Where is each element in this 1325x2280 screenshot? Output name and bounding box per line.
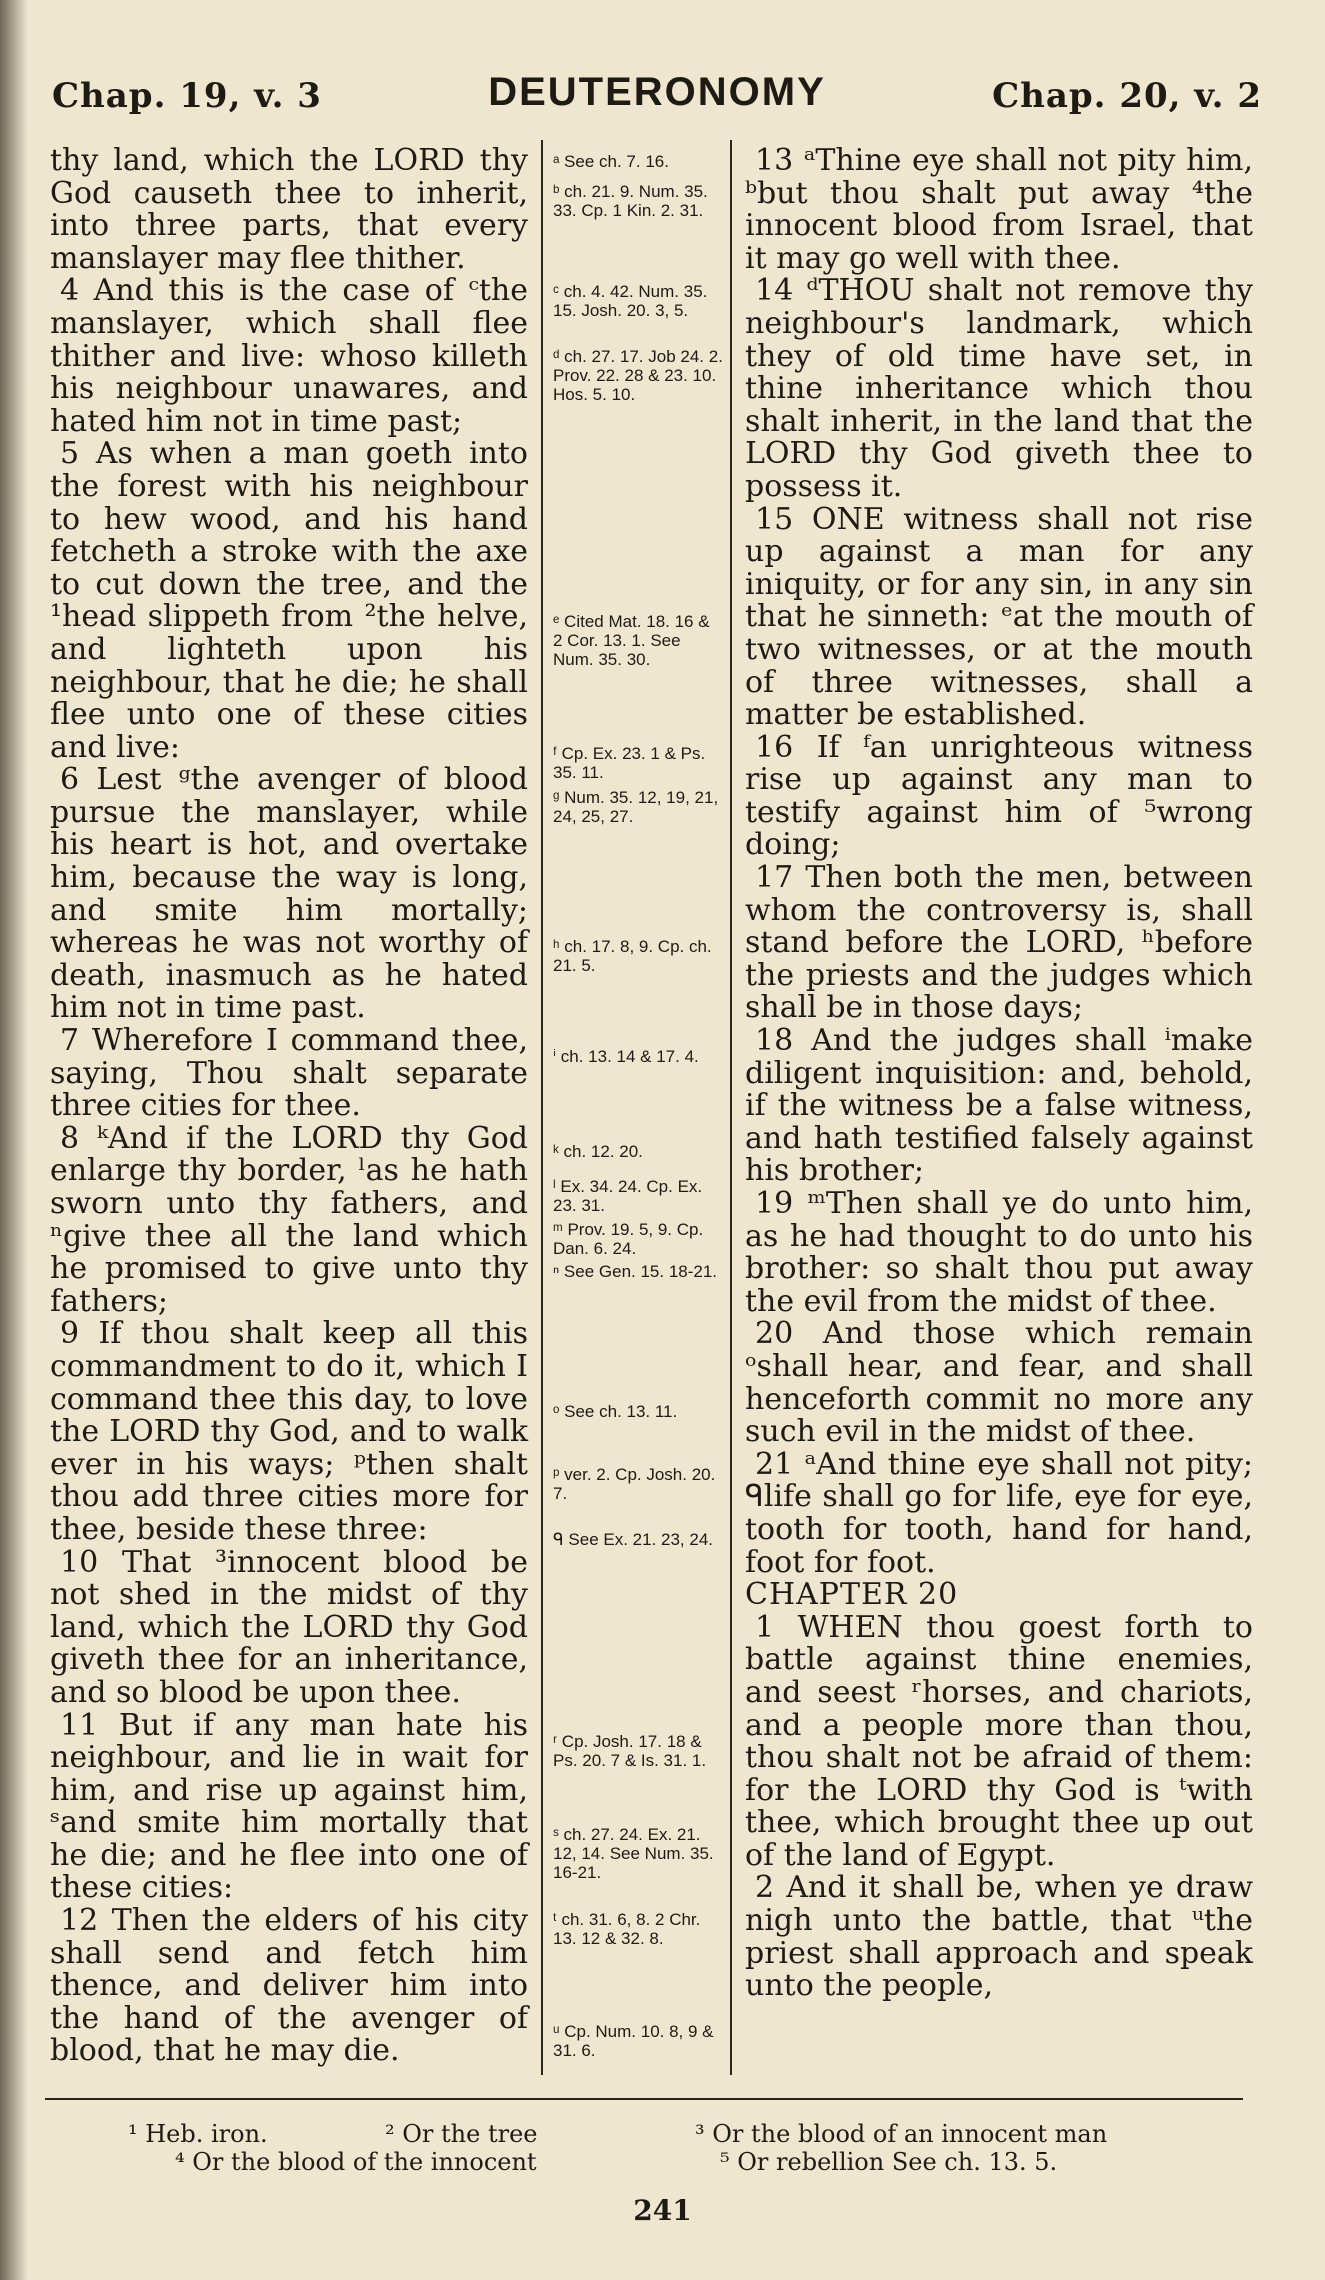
verse-text: 18 And the judges shall ⁱmake diligent inquisition: and, behold, if the witness be a false witness, and hath testified falsely against his brother; bbox=[745, 1023, 1253, 1189]
verse-text: 20 And those which remain ᵒshall hear, and fear, and shall henceforth commit no more any such evil in the midst of thee. bbox=[745, 1316, 1253, 1450]
binding-shadow bbox=[0, 0, 28, 2280]
verse-text: 8 ᵏAnd if the LORD thy God enlarge thy border, ˡas he hath sworn unto thy fathers, and ⁿgive thee all the land which he promised to give unto thy fathers; bbox=[50, 1120, 528, 1319]
page-number: 241 bbox=[633, 2194, 692, 2227]
verse-text: 11 But if any man hate his neighbour, and lie in wait for him, and rise up against him, ˢand smite him mortally that he die; and he flee into one of these cities: bbox=[50, 1707, 528, 1906]
footnote: ² Or the tree bbox=[385, 2120, 538, 2148]
verse-text: 17 Then both the men, between whom the controversy is, shall stand before the LORD, ʰbefore the priests and the judges which shall be in those days; bbox=[745, 860, 1253, 1026]
chapter-heading: CHAPTER 20 bbox=[745, 1577, 959, 1613]
verse-text: 4 And this is the case of ᶜthe manslayer, which shall flee thither and live: whoso killeth his neighbour unawares, and hated him not in time past; bbox=[50, 273, 528, 439]
book-title: DEUTERONOMY bbox=[488, 70, 826, 114]
verse-text: 21 ᵃAnd thine eye shall not pity; ᑫlife shall go for life, eye for eye, tooth for tooth, hand for hand, foot for foot. bbox=[745, 1446, 1253, 1580]
running-header bbox=[52, 70, 1262, 130]
cross-reference: ᵖ ver. 2. Cp. Josh. 20. 7. bbox=[553, 1465, 716, 1503]
header-right-reference: Chap. 20, v. 2 bbox=[992, 76, 1262, 116]
verse-text: 14 ᵈTHOU shalt not remove thy neighbour's landmark, which they of old time have set, in thine inheritance which thou shalt inherit, in the land that the LORD thy God giveth thee to possess it. bbox=[745, 273, 1253, 504]
verse-text: 9 If thou shalt keep all this commandment to do it, which I command thee this day, to love the LORD thy God, and to walk ever in his ways; ᵖthen shalt thou add three cities more for thee, beside these three: bbox=[50, 1316, 528, 1547]
footnote: ⁵ Or rebellion See ch. 13. 5. bbox=[720, 2148, 1058, 2176]
cross-reference: ᵈ ch. 27. 17. Job 24. 2. Prov. 22. 28 & 23. 10. Hos. 5. 10. bbox=[553, 347, 723, 404]
right-text-column bbox=[745, 145, 1253, 2003]
cross-reference: ᵒ See ch. 13. 11. bbox=[553, 1402, 678, 1421]
header-left-reference: Chap. 19, v. 3 bbox=[52, 76, 322, 116]
verse-text: 1 WHEN thou goest forth to battle against thine enemies, and seest ʳhorses, and chariots, and a people more than thou, thou shalt not be afraid of them: for the LORD thy God is ᵗwith thee, which brought thee up out of the land of Egypt. bbox=[745, 1609, 1253, 1873]
cross-reference: ᵘ Cp. Num. 10. 8, 9 & 31. 6. bbox=[553, 2022, 714, 2060]
cross-reference: ᵉ Cited Mat. 18. 16 & 2 Cor. 13. 1. See Num. 35. 30. bbox=[553, 612, 710, 669]
left-text-column bbox=[50, 145, 528, 2068]
cross-reference: ᵐ Prov. 19. 5, 9. Cp. Dan. 6. 24. bbox=[553, 1220, 704, 1258]
cross-reference: ᶠ Cp. Ex. 23. 1 & Ps. 35. 11. bbox=[553, 744, 706, 782]
verse-text: 10 That ³innocent blood be not shed in the midst of thy land, which the LORD thy God giveth thee for an inheritance, and so blood be upon thee. bbox=[50, 1544, 528, 1710]
cross-reference: ⁱ ch. 13. 14 & 17. 4. bbox=[553, 1047, 699, 1066]
cross-reference: ᵏ ch. 12. 20. bbox=[553, 1142, 643, 1161]
cross-reference: ᑫ See Ex. 21. 23, 24. bbox=[553, 1530, 714, 1549]
verse-text: 6 Lest ᵍthe avenger of blood pursue the manslayer, while his heart is hot, and overtake him, because the way is long, and smite him mortally; whereas he was not worthy of death, inasmuch as he hated him not in time past. bbox=[50, 762, 528, 1026]
verse-text: 2 And it shall be, when ye draw nigh unto the battle, that ᵘthe priest shall approach and speak unto the people, bbox=[745, 1870, 1253, 2004]
cross-reference: ᵗ ch. 31. 6, 8. 2 Chr. 13. 12 & 32. 8. bbox=[553, 1910, 701, 1948]
cross-reference: ʳ Cp. Josh. 17. 18 & Ps. 20. 7 & Is. 31. 1. bbox=[553, 1732, 707, 1770]
verse-text: 12 Then the elders of his city shall send and fetch him thence, and deliver him into the hand of the avenger of blood, that he may die. bbox=[50, 1903, 528, 2069]
verse-text: 19 ᵐThen shall ye do unto him, as he had thought to do unto his brother: so shalt thou put away the evil from the midst of thee. bbox=[745, 1186, 1253, 1319]
cross-reference: ˡ Ex. 34. 24. Cp. Ex. 23. 31. bbox=[553, 1177, 703, 1215]
cross-reference: ᵍ Num. 35. 12, 19, 21, 24, 25, 27. bbox=[553, 788, 719, 826]
cross-reference: ᵇ ch. 21. 9. Num. 35. 33. Cp. 1 Kin. 2. 31. bbox=[553, 182, 708, 220]
verse-text: 16 If ᶠan unrighteous witness rise up against any man to testify against him of ⁵wrong doing; bbox=[745, 729, 1253, 863]
verse-text: 15 ONE witness shall not rise up against a man for any iniquity, or for any sin, in any sin that he sinneth: ᵉat the mouth of two witnesses, or at the mouth of three witnesses, shall a matter be established. bbox=[745, 501, 1253, 733]
cross-reference: ᵃ See ch. 7. 16. bbox=[553, 152, 669, 171]
footnote: ⁴ Or the blood of the innocent bbox=[175, 2148, 537, 2176]
cross-reference: ᶜ ch. 4. 42. Num. 35. 15. Josh. 20. 3, 5. bbox=[553, 282, 708, 320]
cross-reference: ˢ ch. 27. 24. Ex. 21. 12, 14. See Num. 35. 16-21. bbox=[553, 1825, 714, 1882]
column-divider-left bbox=[541, 140, 543, 2075]
column-divider-right bbox=[730, 140, 732, 2075]
cross-reference-column bbox=[553, 152, 723, 2072]
verse-text: 13 ᵃThine eye shall not pity him, ᵇbut thou shalt put away ⁴the innocent blood from Israel, that it may go well with thee. bbox=[745, 143, 1253, 276]
cross-reference: ʰ ch. 17. 8, 9. Cp. ch. 21. 5. bbox=[553, 937, 712, 975]
footnote: ¹ Heb. iron. bbox=[128, 2120, 268, 2148]
verse-text: thy land, which the LORD thy God causeth thee to inherit, into three parts, that every manslayer may flee thither. bbox=[50, 143, 528, 276]
verse-text: 5 As when a man goeth into the forest with his neighbour to hew wood, and his hand fetcheth a stroke with the axe to cut down the tree, and the ¹head slippeth from ²the helve, and lighteth upon his neighbour, that he die; he shall flee unto one of these cities and live: bbox=[50, 436, 528, 765]
verse-text: 7 Wherefore I command thee, saying, Thou shalt separate three cities for thee. bbox=[50, 1023, 528, 1124]
footnote-rule bbox=[45, 2098, 1243, 2100]
cross-reference: ⁿ See Gen. 15. 18-21. bbox=[553, 1262, 718, 1281]
footnote: ³ Or the blood of an innocent man bbox=[695, 2120, 1108, 2148]
